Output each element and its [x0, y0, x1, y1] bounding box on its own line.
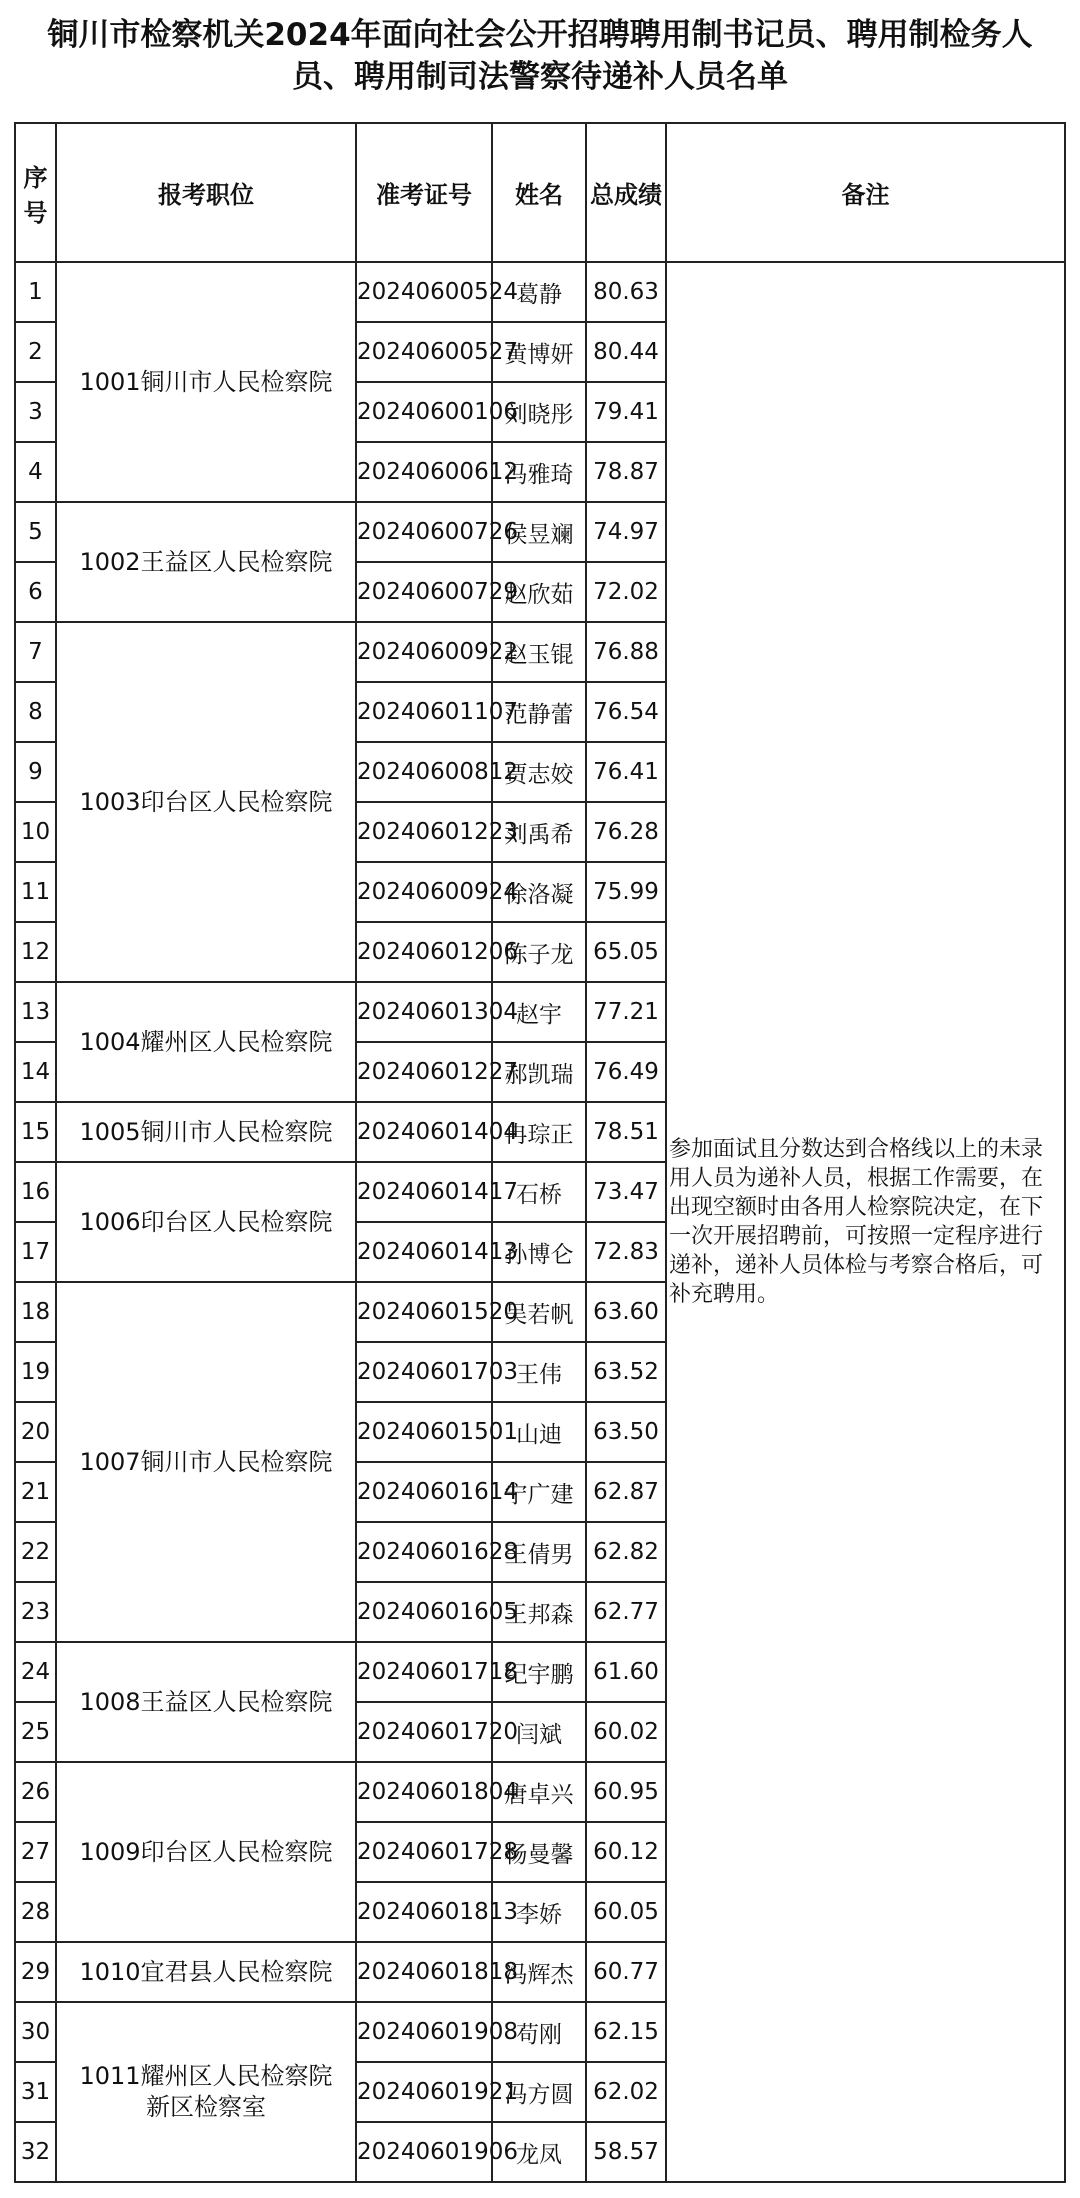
position-text: 1003印台区人民检察院 [79, 787, 333, 816]
ticket-cell: 20240601417 [356, 1162, 492, 1222]
position-cell [56, 622, 356, 982]
name-cell: 唐卓兴 [492, 1762, 586, 1822]
ticket-cell: 20240600924 [356, 862, 492, 922]
name-cell: 刘晓彤 [492, 382, 586, 442]
seq-cell: 23 [15, 1582, 56, 1642]
score-cell: 63.52 [586, 1342, 666, 1402]
seq-cell: 28 [15, 1882, 56, 1942]
name-cell: 石桥 [492, 1162, 586, 1222]
name-cell: 吴若帆 [492, 1282, 586, 1342]
score-cell: 80.44 [586, 322, 666, 382]
seq-cell: 18 [15, 1282, 56, 1342]
name-cell: 葛静 [492, 262, 586, 322]
score-cell: 76.88 [586, 622, 666, 682]
seq-cell: 12 [15, 922, 56, 982]
name-cell: 冯雅琦 [492, 442, 586, 502]
ticket-cell: 20240601628 [356, 1522, 492, 1582]
name-cell: 赵欣茹 [492, 562, 586, 622]
position-text: 1009印台区人民检察院 [79, 1837, 333, 1866]
position-text: 1005铜川市人民检察院 [79, 1117, 333, 1146]
seq-cell: 25 [15, 1702, 56, 1762]
seq-cell: 3 [15, 382, 56, 442]
score-cell: 62.15 [586, 2002, 666, 2062]
seq-cell: 10 [15, 802, 56, 862]
ticket-cell: 20240600106 [356, 382, 492, 442]
name-cell: 冯方圆 [492, 2062, 586, 2122]
ticket-cell: 20240601413 [356, 1222, 492, 1282]
score-cell: 76.49 [586, 1042, 666, 1102]
score-cell: 80.63 [586, 262, 666, 322]
position-text: 1006印台区人民检察院 [79, 1207, 333, 1236]
name-cell: 范静蕾 [492, 682, 586, 742]
score-cell: 75.99 [586, 862, 666, 922]
score-cell: 76.54 [586, 682, 666, 742]
name-cell: 闫斌 [492, 1702, 586, 1762]
ticket-cell: 20240600527 [356, 322, 492, 382]
note-cell: 参加面试且分数达到合格线以上的未录用人员为递补人员，根据工作需要，在出现空额时由各用人检察院决定，在下一次开展招聘前，可按照一定程序进行递补，递补人员体检与考察合格后，可补充聘用。 [666, 262, 1065, 2182]
table-header-row [15, 123, 1065, 262]
seq-cell: 22 [15, 1522, 56, 1582]
seq-cell: 19 [15, 1342, 56, 1402]
ticket-cell: 20240601921 [356, 2062, 492, 2122]
name-cell: 宁广建 [492, 1462, 586, 1522]
position-text: 1008王益区人民检察院 [79, 1687, 333, 1716]
score-cell: 76.28 [586, 802, 666, 862]
position-text: 1001铜川市人民检察院 [79, 367, 333, 396]
header-name: 姓名 [492, 123, 586, 262]
score-cell: 72.02 [586, 562, 666, 622]
name-cell: 侯昱斓 [492, 502, 586, 562]
ticket-cell: 20240600612 [356, 442, 492, 502]
score-cell: 74.97 [586, 502, 666, 562]
table-body [15, 262, 1065, 2182]
ticket-cell: 20240601501 [356, 1402, 492, 1462]
seq-cell: 7 [15, 622, 56, 682]
seq-cell: 27 [15, 1822, 56, 1882]
score-cell: 76.41 [586, 742, 666, 802]
seq-cell: 17 [15, 1222, 56, 1282]
score-cell: 61.60 [586, 1642, 666, 1702]
ticket-cell: 20240601227 [356, 1042, 492, 1102]
ticket-cell: 20240601804 [356, 1762, 492, 1822]
seq-cell: 4 [15, 442, 56, 502]
seq-cell: 1 [15, 262, 56, 322]
ticket-cell: 20240601107 [356, 682, 492, 742]
seq-cell: 8 [15, 682, 56, 742]
score-cell: 60.95 [586, 1762, 666, 1822]
seq-cell: 15 [15, 1102, 56, 1162]
name-cell: 贾志姣 [492, 742, 586, 802]
seq-cell: 26 [15, 1762, 56, 1822]
ticket-cell: 20240601718 [356, 1642, 492, 1702]
seq-cell: 2 [15, 322, 56, 382]
ticket-cell: 20240601720 [356, 1702, 492, 1762]
header-position: 报考职位 [56, 123, 356, 262]
name-cell: 徐洛凝 [492, 862, 586, 922]
score-cell: 78.87 [586, 442, 666, 502]
score-cell: 65.05 [586, 922, 666, 982]
score-cell: 73.47 [586, 1162, 666, 1222]
score-cell: 58.57 [586, 2122, 666, 2182]
position-text: 1007铜川市人民检察院 [79, 1447, 333, 1476]
score-cell: 60.05 [586, 1882, 666, 1942]
score-cell: 63.50 [586, 1402, 666, 1462]
name-cell: 孙博仑 [492, 1222, 586, 1282]
seq-cell: 29 [15, 1942, 56, 2002]
score-cell: 60.02 [586, 1702, 666, 1762]
ticket-cell: 20240601223 [356, 802, 492, 862]
seq-cell: 32 [15, 2122, 56, 2182]
name-cell: 苟刚 [492, 2002, 586, 2062]
position-cell [56, 1642, 356, 1762]
name-cell: 赵宇 [492, 982, 586, 1042]
score-cell: 62.02 [586, 2062, 666, 2122]
ticket-cell: 20240601614 [356, 1462, 492, 1522]
ticket-cell: 20240600812 [356, 742, 492, 802]
name-cell: 冯辉杰 [492, 1942, 586, 2002]
ticket-cell: 20240601605 [356, 1582, 492, 1642]
score-cell: 62.77 [586, 1582, 666, 1642]
header-note: 备注 [666, 123, 1065, 262]
ticket-cell: 20240600922 [356, 622, 492, 682]
name-cell: 李娇 [492, 1882, 586, 1942]
header-ticket: 准考证号 [356, 123, 492, 262]
score-cell: 78.51 [586, 1102, 666, 1162]
name-cell: 山迪 [492, 1402, 586, 1462]
seq-cell: 31 [15, 2062, 56, 2122]
score-cell: 77.21 [586, 982, 666, 1042]
position-cell [56, 982, 356, 1102]
seq-cell: 5 [15, 502, 56, 562]
ticket-cell: 20240601728 [356, 1822, 492, 1882]
seq-cell: 11 [15, 862, 56, 922]
ticket-cell: 20240601818 [356, 1942, 492, 2002]
name-cell: 刘禹希 [492, 802, 586, 862]
score-cell: 72.83 [586, 1222, 666, 1282]
position-cell [56, 1102, 356, 1162]
name-cell: 龙凤 [492, 2122, 586, 2182]
document-title [0, 14, 1080, 98]
seq-cell: 14 [15, 1042, 56, 1102]
name-cell: 黄博妍 [492, 322, 586, 382]
seq-cell: 6 [15, 562, 56, 622]
position-text: 新区检察室 [146, 2093, 266, 2121]
name-cell: 杨曼馨 [492, 1822, 586, 1882]
ticket-cell: 20240601703 [356, 1342, 492, 1402]
score-cell: 62.82 [586, 1522, 666, 1582]
ticket-cell: 20240601908 [356, 2002, 492, 2062]
position-cell [56, 1942, 356, 2002]
ticket-cell: 20240601404 [356, 1102, 492, 1162]
position-cell [56, 262, 356, 502]
name-cell: 王邦森 [492, 1582, 586, 1642]
ticket-cell: 20240600729 [356, 562, 492, 622]
score-cell: 60.12 [586, 1822, 666, 1882]
ticket-cell: 20240601520 [356, 1282, 492, 1342]
ticket-cell: 20240600726 [356, 502, 492, 562]
ticket-cell: 20240601813 [356, 1882, 492, 1942]
position-cell [56, 1162, 356, 1282]
position-cell [56, 502, 356, 622]
ticket-cell: 20240601206 [356, 922, 492, 982]
name-cell: 郝凯瑞 [492, 1042, 586, 1102]
position-cell [56, 2002, 356, 2182]
title-line-1: 铜川市检察机关2024年面向社会公开招聘聘用制书记员、聘用制检务人 [47, 17, 1033, 53]
seq-cell: 21 [15, 1462, 56, 1522]
ticket-cell: 20240601906 [356, 2122, 492, 2182]
seq-cell: 9 [15, 742, 56, 802]
position-cell [56, 1762, 356, 1942]
candidate-table [14, 122, 1066, 2183]
position-text: 1010宜君县人民检察院 [79, 1957, 333, 1986]
ticket-cell: 20240601304 [356, 982, 492, 1042]
seq-cell: 13 [15, 982, 56, 1042]
seq-cell: 24 [15, 1642, 56, 1702]
name-cell: 王倩男 [492, 1522, 586, 1582]
name-cell: 纪宇鹏 [492, 1642, 586, 1702]
ticket-cell: 20240600524 [356, 262, 492, 322]
score-cell: 63.60 [586, 1282, 666, 1342]
header-score: 总成绩 [586, 123, 666, 262]
header-seq: 序号 [15, 123, 56, 262]
name-cell: 陈子龙 [492, 922, 586, 982]
position-text: 1011耀州区人民检察院 [79, 2062, 333, 2090]
position-text: 1002王益区人民检察院 [79, 547, 333, 576]
name-cell: 冉琮正 [492, 1102, 586, 1162]
score-cell: 79.41 [586, 382, 666, 442]
seq-cell: 30 [15, 2002, 56, 2062]
title-line-2: 员、聘用制司法警察待递补人员名单 [292, 59, 788, 95]
name-cell: 赵玉锟 [492, 622, 586, 682]
score-cell: 60.77 [586, 1942, 666, 2002]
position-text: 1004耀州区人民检察院 [79, 1027, 333, 1056]
seq-cell: 16 [15, 1162, 56, 1222]
position-cell [56, 1282, 356, 1642]
name-cell: 王伟 [492, 1342, 586, 1402]
table-row [15, 262, 1065, 322]
seq-cell: 20 [15, 1402, 56, 1462]
score-cell: 62.87 [586, 1462, 666, 1522]
